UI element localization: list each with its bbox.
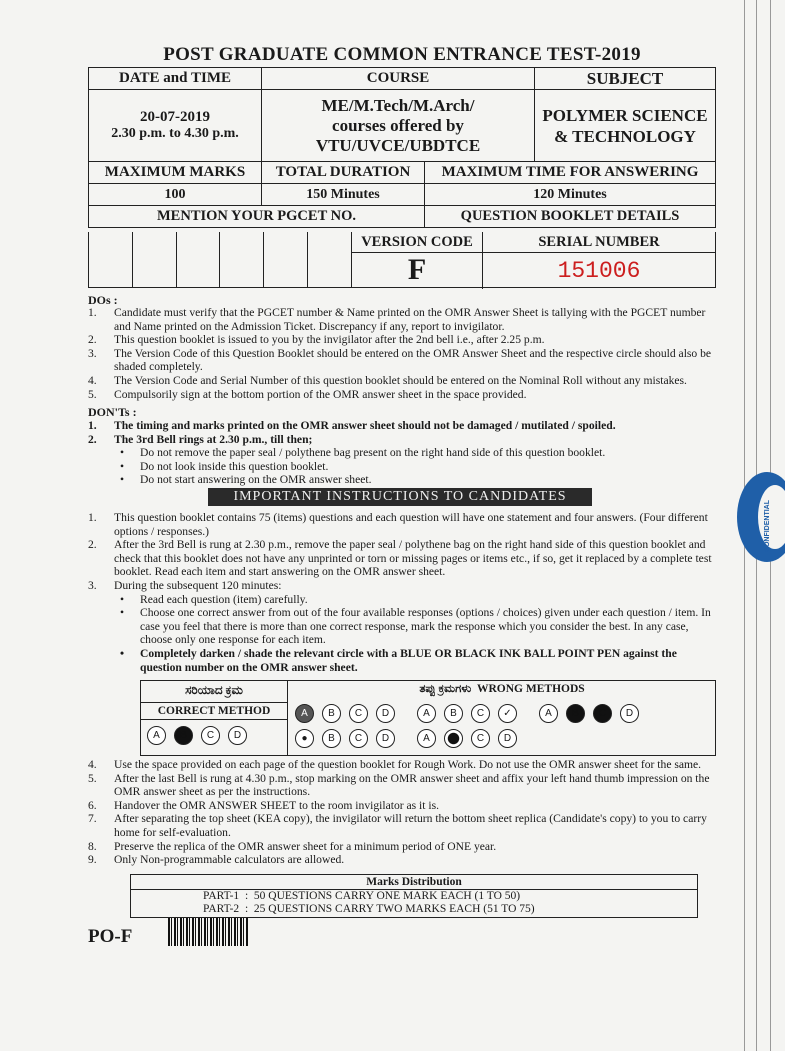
booklet-details	[352, 232, 715, 287]
option-d-bubble: D	[376, 729, 395, 748]
dos-heading: DOs :	[88, 293, 118, 307]
course-label: COURSE	[262, 68, 535, 90]
donts-bullet: • Do not look inside this question booklet.	[88, 460, 716, 474]
dos-item	[88, 333, 716, 347]
instruction-text: During the subsequent 120 minutes:	[114, 578, 282, 592]
donts-item-text: The timing and marks printed on the OMR answer sheet should not be damaged / mutilated / spoiled.	[114, 419, 616, 432]
option-c-bubble: C	[471, 704, 490, 723]
wrong-methods-header	[289, 683, 715, 696]
subject-line: POLYMER SCIENCE	[542, 105, 708, 125]
instruction-item: 1. This question booklet contains 75 (items) questions and each question will have one statement and four answers. (Four different options / responses.)	[88, 511, 708, 538]
pgcet-digit-box[interactable]	[177, 232, 221, 287]
correct-bubbles	[141, 720, 287, 745]
part-label: PART-2	[203, 903, 240, 915]
dos-item	[88, 374, 716, 388]
option-c-bubble: C	[201, 726, 220, 745]
pgcet-and-booklet-row	[88, 232, 716, 288]
course-line: ME/M.Tech/M.Arch/	[321, 95, 475, 115]
total-duration-value: 150 Minutes	[262, 184, 425, 206]
correct-method	[141, 681, 288, 755]
wrong-bubbles-row-2	[289, 723, 715, 748]
dot-bubble: ●	[295, 729, 314, 748]
option-d-bubble: D	[228, 726, 247, 745]
donts-heading: DON'Ts :	[88, 405, 137, 419]
instruction-item: 4. Use the space provided on each page of the question booklet for Rough Work. Do not use the OMR answer sheet for the same.	[88, 758, 702, 771]
option-b-bubble: B	[322, 704, 341, 723]
dos-item-number: 5.	[88, 387, 97, 401]
instruction-text: After the 3rd Bell is rung at 2.30 p.m., remove the paper seal / polythene bag on the right hand side of this question booklet and check that this booklet does not have any unprinted or torn or missing pages or items etc., if so, get it replaced by a complete test booklet. Read each item and start answering on the OMR answer sheet.	[114, 538, 712, 579]
correct-method-label: CORRECT METHOD	[141, 702, 287, 720]
course-cell	[262, 90, 535, 162]
course-line: courses offered by	[332, 115, 464, 135]
exam-time: 2.30 p.m. to 4.30 p.m.	[111, 126, 239, 141]
option-b-bubble-filled: B	[174, 726, 193, 745]
instruction-text: Handover the OMR ANSWER SHEET to the room invigilator as it is.	[114, 798, 440, 812]
option-c-bubble: C	[349, 729, 368, 748]
exam-title: POST GRADUATE COMMON ENTRANCE TEST-2019	[163, 44, 641, 65]
dos-item-number: 3.	[88, 346, 97, 360]
donts-item: 1. The timing and marks printed on the OMR answer sheet should not be damaged / mutilated / spoiled.	[88, 419, 616, 432]
dos-item-number: 2.	[88, 333, 97, 347]
partial-fill-bubble	[444, 729, 463, 748]
wrong-methods-kannada: ತಪ್ಪು ಕ್ರಮಗಳು	[419, 683, 472, 695]
marking-methods-box	[140, 680, 716, 756]
serial-number-label: SERIAL NUMBER	[538, 234, 660, 250]
wrong-methods-label: WRONG METHODS	[477, 683, 585, 695]
booklet-code: PO-F	[88, 926, 133, 947]
max-marks-value: 100	[89, 184, 262, 206]
option-a-bubble: A	[417, 704, 436, 723]
instruction-bullet: • Choose one correct answer from out of the four available responses (options / choices) given under each question / item. In case you feel that there is more than one correct response, mark the response which you consider the best. In any case, choose only one response for each item.	[88, 606, 716, 647]
barcode	[168, 918, 248, 946]
option-b-bubble: B	[322, 729, 341, 748]
instruction-text: Preserve the replica of the OMR answer sheet for a minimum period of ONE year.	[114, 839, 497, 853]
marks-heading: Marks Distribution	[131, 875, 697, 890]
pgcet-number-boxes[interactable]	[89, 232, 352, 287]
dos-item	[88, 306, 716, 333]
instruction-item: 6. Handover the OMR ANSWER SHEET to the room invigilator as it is.	[88, 798, 440, 812]
marks-distribution-box	[130, 874, 698, 918]
option-d-bubble: D	[620, 704, 639, 723]
option-d-bubble: D	[498, 729, 517, 748]
pgcet-digit-box[interactable]	[308, 232, 351, 287]
date-time-cell	[89, 90, 262, 162]
donts-bullet: • Do not remove the paper seal / polythene bag present on the right hand side of this question booklet.	[88, 446, 716, 460]
marks-part-1: PART-1 : 50 QUESTIONS CARRY ONE MARK EACH (1 TO 50)	[203, 890, 521, 902]
donts-item-text: The 3rd Bell rings at 2.30 p.m., till then;	[114, 432, 313, 446]
option-d-bubble: D	[376, 704, 395, 723]
option-b-bubble: B	[444, 704, 463, 723]
exam-date: 20-07-2019	[140, 109, 210, 125]
donts-bullet: • Do not start answering on the OMR answer sheet.	[88, 473, 716, 487]
instruction-item: 3. During the subsequent 120 minutes:	[88, 578, 282, 592]
wrong-bubbles-row-1	[289, 696, 715, 723]
option-c-bubble: C	[349, 704, 368, 723]
instruction-text: This question booklet contains 75 (items) questions and each question will have one statement and four answers. (Four different options / responses.)	[114, 511, 708, 538]
marks-part-2: PART-2 : 25 QUESTIONS CARRY TWO MARKS EACH (51 TO 75)	[203, 903, 535, 915]
dos-list	[88, 306, 716, 401]
serial-number: 151006	[557, 258, 641, 284]
part-text: 50 QUESTIONS CARRY ONE MARK EACH (1 TO 50)	[253, 890, 521, 902]
seal-text: CONFIDENTIAL	[764, 500, 771, 553]
instruction-text: After separating the top sheet (KEA copy), the invigilator will return the bottom sheet replica (Candidate's copy) to you to carry home for self-evaluation.	[114, 812, 707, 839]
dos-item-number: 4.	[88, 373, 97, 387]
instructions-banner: IMPORTANT INSTRUCTIONS TO CANDIDATES	[208, 488, 592, 506]
version-code-label: VERSION CODE	[352, 232, 483, 252]
part-text: 25 QUESTIONS CARRY TWO MARKS EACH (51 TO 75)	[253, 903, 535, 915]
instruction-text: Only Non-programmable calculators are allowed.	[114, 853, 345, 867]
dos-item-number: 1.	[88, 306, 97, 319]
pgcet-label: MENTION YOUR PGCET NO.	[89, 206, 425, 228]
wrong-methods	[289, 681, 715, 755]
instruction-bullet: • Read each question (item) carefully.	[88, 593, 716, 607]
dos-item-text: This question booklet is issued to you by the invigilator after the 2nd bell i.e., after 2.25 p.m.	[114, 333, 545, 347]
option-a-bubble: A	[417, 729, 436, 748]
pgcet-digit-box[interactable]	[264, 232, 308, 287]
dos-item-text: Candidate must verify that the PGCET number & Name printed on the OMR Answer Sheet is tallying with the PGCET number and Name printed on the Admission Ticket. Discrepancy if any, report to invigilator.	[114, 306, 706, 333]
dos-item	[88, 388, 716, 402]
correct-method-kannada: ಸರಿಯಾದ ಕ್ರಮ	[185, 683, 243, 697]
max-time-label: MAXIMUM TIME FOR ANSWERING	[425, 162, 716, 184]
dos-item-text: The Version Code and Serial Number of this question booklet should be entered on the Nominal Roll without any mistakes.	[114, 373, 687, 387]
instruction-bullet: • Completely darken / shade the relevant circle with a BLUE OR BLACK INK BALL POINT PEN against the question number on the OMR answer sheet.	[88, 647, 716, 674]
donts-list	[88, 419, 716, 487]
donts-item: 2. The 3rd Bell rings at 2.30 p.m., till then;	[88, 432, 313, 446]
filled-bubble: B	[566, 704, 585, 723]
instructions-list-continued	[88, 758, 716, 867]
instruction-item: 5. After the last Bell is rung at 4.30 p.m., stop marking on the OMR answer sheet and affix your left hand thumb impression on the OMR answer sheet as per the instructions.	[88, 771, 710, 799]
option-a-bubble: A	[147, 726, 166, 745]
part-label: PART-1	[203, 890, 240, 902]
total-duration-label: TOTAL DURATION	[262, 162, 425, 184]
option-c-bubble: C	[471, 729, 490, 748]
subject-line: & TECHNOLOGY	[554, 126, 696, 146]
instruction-item: 2. After the 3rd Bell is rung at 2.30 p.m., remove the paper seal / polythene bag on the right hand side of this question booklet and check that this booklet does not have any unprinted or torn or missing pages or items etc., if so, get it replaced by a complete test booklet. Read each item and start answering on the OMR answer sheet.	[88, 538, 712, 579]
version-code: F	[352, 253, 483, 289]
seal-inner	[758, 485, 785, 549]
exam-details-table	[88, 67, 716, 228]
instruction-text: After the last Bell is rung at 4.30 p.m., stop marking on the OMR answer sheet and affix your left hand thumb impression on the OMR answer sheet as per the instructions.	[114, 771, 710, 799]
max-time-value: 120 Minutes	[425, 184, 716, 206]
instruction-item: 8. Preserve the replica of the OMR answer sheet for a minimum period of ONE year.	[88, 839, 497, 853]
pgcet-digit-box[interactable]	[89, 232, 133, 287]
pgcet-digit-box[interactable]	[133, 232, 177, 287]
scribbled-bubble: A	[295, 704, 314, 723]
dos-item	[88, 347, 716, 374]
filled-bubble: C	[593, 704, 612, 723]
option-a-bubble: A	[539, 704, 558, 723]
pgcet-digit-box[interactable]	[220, 232, 264, 287]
ticked-bubble: ✓	[498, 704, 517, 723]
instruction-item: 7. After separating the top sheet (KEA copy), the invigilator will return the bottom sheet replica (Candidate's copy) to you to carry home for self-evaluation.	[88, 812, 707, 839]
subject-label: SUBJECT	[535, 68, 716, 90]
dos-item-text: Compulsorily sign at the bottom portion of the OMR answer sheet in the space provided.	[114, 387, 527, 401]
dos-item-text: The Version Code of this Question Booklet should be entered on the OMR Answer Sheet and the respective circle should also be shaded completely.	[114, 346, 712, 374]
max-marks-label: MAXIMUM MARKS	[89, 162, 262, 184]
subject-cell	[535, 90, 716, 162]
instruction-item: 9. Only Non-programmable calculators are allowed.	[88, 853, 345, 867]
course-line: VTU/UVCE/UBDTCE	[315, 135, 481, 155]
date-time-label: DATE and TIME	[89, 68, 262, 90]
booklet-details-label: QUESTION BOOKLET DETAILS	[425, 206, 716, 228]
instruction-text: Use the space provided on each page of the question booklet for Rough Work. Do not use the OMR answer sheet for the same.	[114, 758, 702, 771]
instructions-list	[88, 511, 716, 674]
